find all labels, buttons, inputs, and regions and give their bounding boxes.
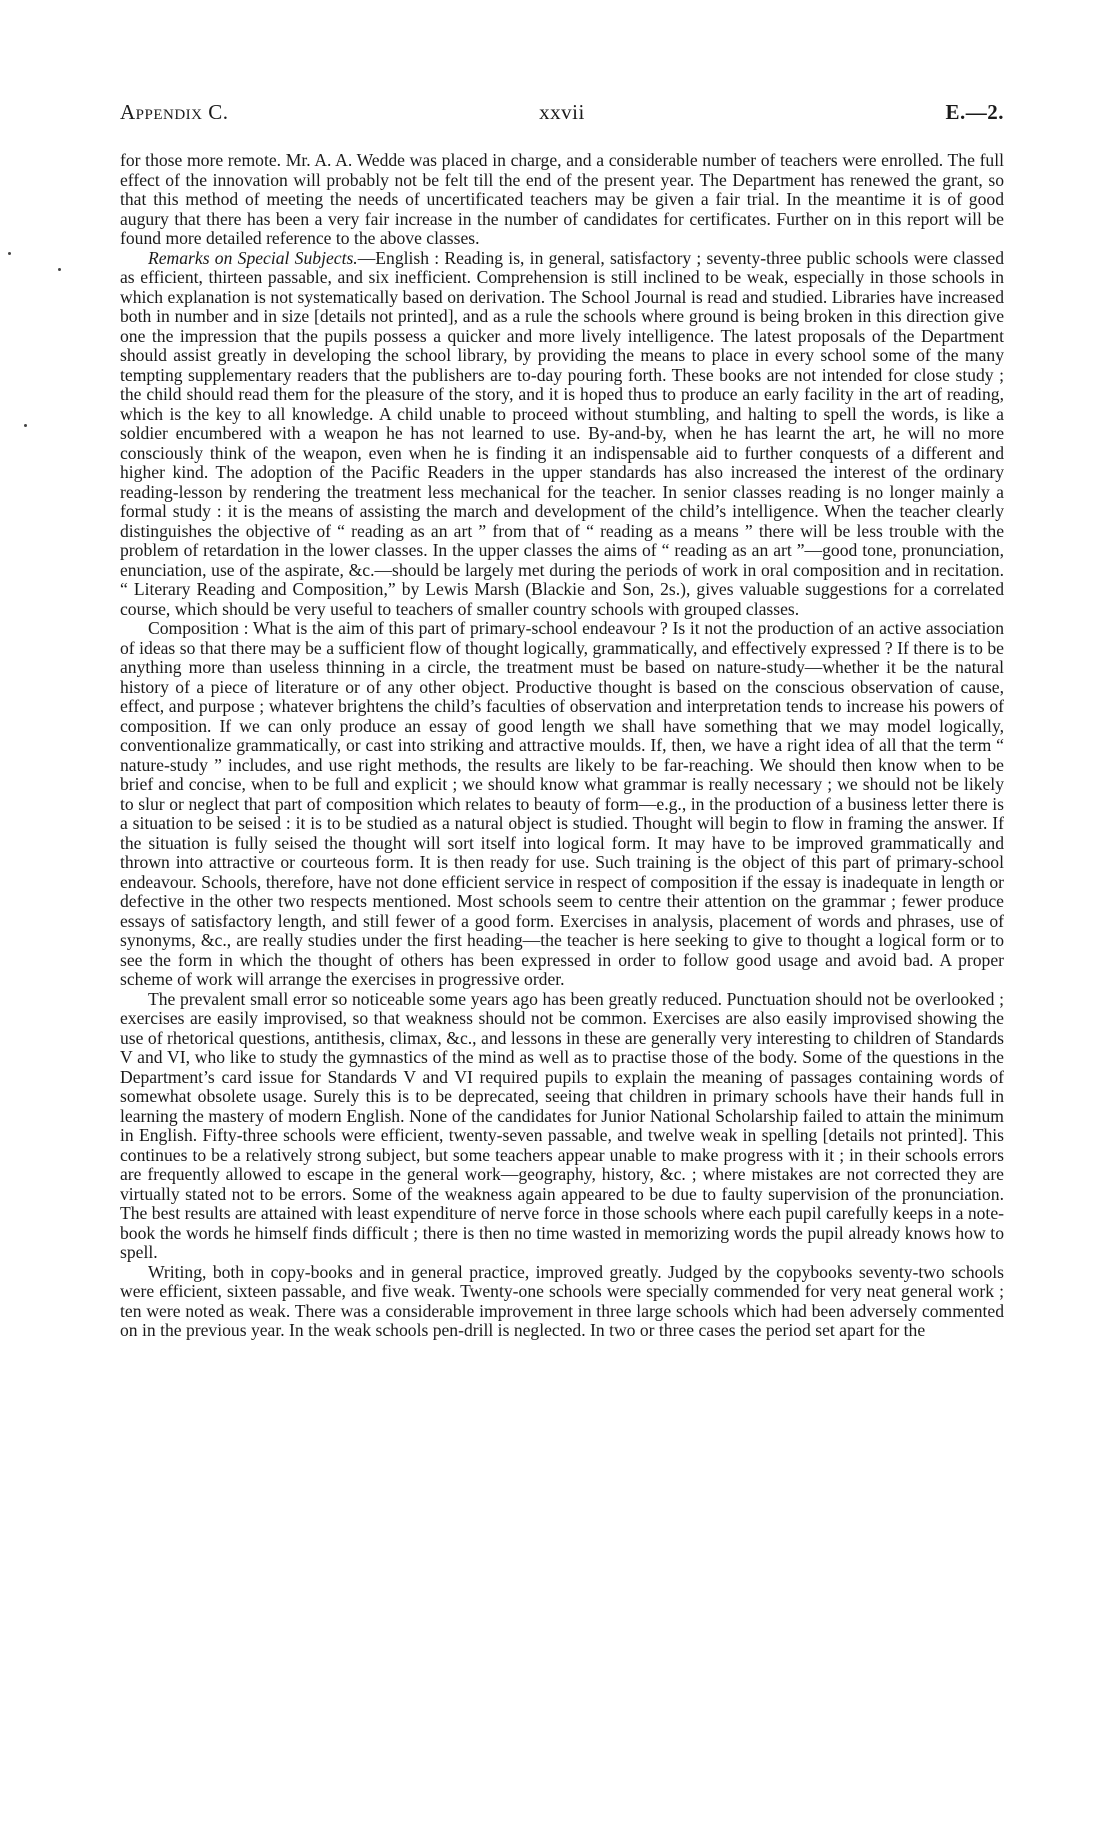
body-text [120,151,1004,1341]
paragraph [120,249,1004,620]
document-page [120,0,1004,1841]
paragraph [120,1263,1004,1341]
paragraph-heading: Remarks on Special Subjects. [148,247,358,268]
paragraph [120,619,1004,990]
header-appendix-label: Appendix C. [120,100,229,124]
paragraph-text: The prevalent small error so noticeable some years ago has been greatly reduced. Punctuation should not be overlooked ; exercises are easily improvised, so that weakness should not be common. Exercises are also easily improvised showing the use of rhetorical questions, antithesis, climax, &c., and lessons in these are generally very interesting to children of Standards V and VI, who like to study the gymnastics of the mind as well as to practise those of the body. Some of the questions in the Department’s card issue for Standards V and VI required pupils to explain the meaning of passages containing words of somewhat obsolete usage. Surely this is to be deprecated, seeing that children in primary schools have their hands full in learning the mastery of modern English. None of the candidates for Junior National Scholarship failed to attain the minimum in English. Fifty-three schools were efficient, twenty-seven passable, and twelve weak in spelling [details not printed]. This continues to be a relatively strong subject, but some teachers appear unable to make progress with it ; in their schools errors are frequently allowed to escape in the general work—geography, history, &c. ; where mistakes are not corrected they are virtually stated not to be errors. Some of the weakness again appeared to be due to faulty supervision of the pronunciation. The best results are attained with least expenditure of nerve force in those schools where each pupil carefully keeps in a note-book the words he himself finds difficult ; there is then no time wasted in memorizing words the pupil already knows how to spell. [120,988,1004,1262]
header-page-number: xxvii [539,100,585,124]
paragraph [120,151,1004,249]
margin-dot [24,424,27,427]
paragraph-text: Composition : What is the aim of this part of primary-school endeavour ? Is it not the production of an active association of ideas so that there may be a sufficient flow of thought logically, grammatically, and effectively expressed ? If there is to be anything more than useless thinning in a circle, the treatment must be based on nature-study—whether it be the natural history of a piece of literature or of any other object. Productive thought is based on the conscious observation of cause, effect, and purpose ; whatever brightens the child’s faculties of observation and interpretation tends to increase his powers of composition. If we can only produce an essay of good length we shall have something that we may model logically, conventionalize grammatically, or cast into striking and attractive moulds. If, then, we have a right idea of all that the term “ nature-study ” includes, and use right methods, the results are likely to be far-reaching. We should then know when to be brief and concise, when to be full and explicit ; we should know what grammar is really necessary ; we should not be likely to slur or neglect that part of composition which relates to beauty of form—e.g., in the production of a business letter there is a situation to be seised : it is to be studied as a natural object is studied. Thought will begin to flow in framing the answer. If the situation is fully seised the thought will sort itself into logical form. It may have to be improved grammatically and thrown into attractive or courteous form. It is then ready for use. Such training is the object of this part of primary-school endeavour. Schools, therefore, have not done efficient service in respect of composition if the essay is inadequate in length or defective in the other two respects mentioned. Most schools seem to centre their attention on the grammar ; fewer produce essays of satisfactory length, and still fewer of a good form. Exercises in analysis, placement of words and phrases, use of synonyms, &c., are really studies under the first heading—the teacher is here seeking to give to thought a logical form or to see the form in which the thought of others has been expressed in order to follow good usage and avoid bad. A proper scheme of work will arrange the exercises in progressive order. [120,618,1004,989]
paragraph-text: —English : Reading is, in general, satisfactory ; seventy-three public schools were classed as efficient, thirteen passable, and six inefficient. Comprehension is still inclined to be weak, especially in those schools in which explanation is not systematically based on derivation. The School Journal is read and studied. Libraries have increased both in number and in size [details not printed], and as a rule the schools where ground is being broken in this direction give one the impression that the pupils possess a quicker and more lively intelligence. The latest proposals of the Department should assist greatly in developing the school library, by providing the means to place in every school some of the many tempting supplementary readers that the publishers are to-day pouring forth. These books are not intended for close study ; the child should read them for the pleasure of the story, and it is hoped thus to produce an early facility in the art of reading, which is the key to all knowledge. A child unable to proceed without stumbling, and halting to spell the words, is like a soldier encumbered with a weapon he has not learned to use. By-and-by, when he has learnt the art, he will no more consciously think of the weapon, even when he is finding it an indispensable aid to further conquests of a different and higher kind. The adoption of the Pacific Readers in the upper standards has also increased the interest of the ordinary reading-lesson by rendering the treatment less mechanical for the teacher. In senior classes reading is no longer mainly a formal study : it is the means of assisting the march and development of the child’s intelligence. When the teacher clearly distinguishes the objective of “ reading as an art ” from that of “ reading as a means ” there will be less trouble with the problem of retardation in the lower classes. In the upper classes the aims of “ reading as an art ”—good tone, pronunciation, enunciation, use of the aspirate, &c.—should be largely met during the periods of work in oral composition and in recitation. “ Literary Reading and Composition,” by Lewis Marsh (Blackie and Son, 2s.), gives valuable suggestions for a correlated course, which should be very useful to teachers of smaller country schools with grouped classes. [120,247,1004,619]
paragraph-text: Writing, both in copy-books and in general practice, improved greatly. Judged by the copybooks seventy-two schools were efficient, sixteen passable, and five weak. Twenty-one schools were specially commended for very neat general work ; ten were noted as weak. There was a considerable improvement in three large schools which had been adversely commented on in the previous year. In the weak schools pen-drill is neglected. In two or three cases the period set apart for the [120,1261,1004,1340]
margin-dot [58,268,61,271]
page-header [120,100,1004,140]
paragraph [120,990,1004,1263]
margin-dot [8,252,11,255]
header-document-code: E.—2. [945,100,1004,124]
paragraph-text: for those more remote. Mr. A. A. Wedde was placed in charge, and a considerable number of teachers were enrolled. The full effect of the innovation will probably not be felt till the end of the present year. The Department has renewed the grant, so that this method of meeting the needs of uncertificated teachers may be given a fair trial. In the meantime it is of good augury that there has been a very fair increase in the number of candidates for certificates. Further on in this report will be found more detailed reference to the above classes. [120,150,1004,248]
